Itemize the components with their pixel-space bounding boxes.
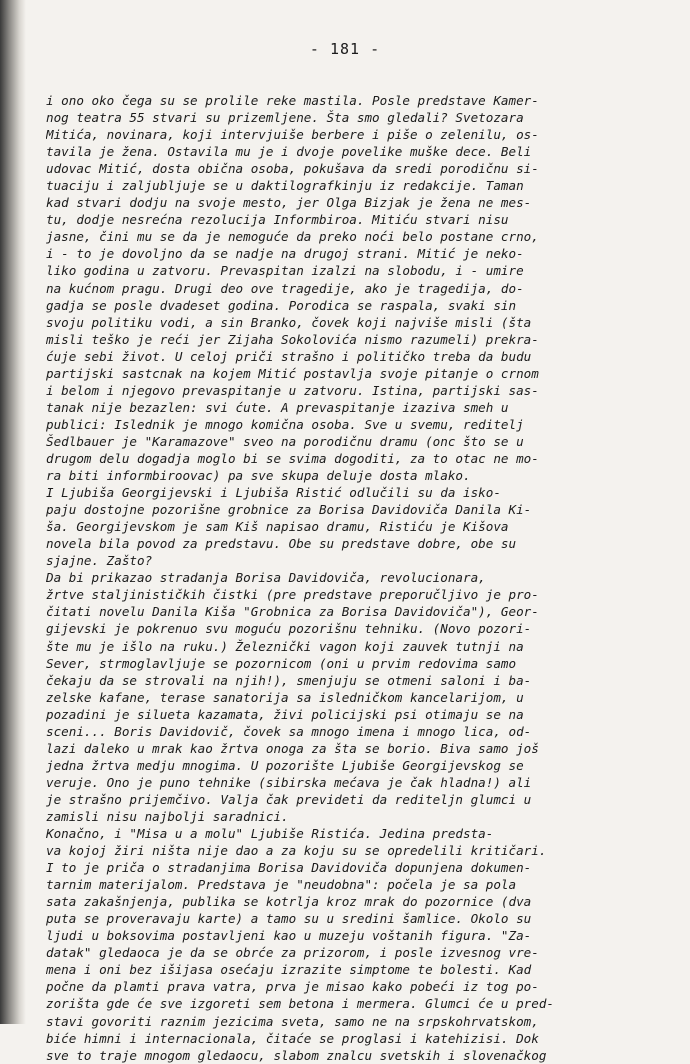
text-line: partijski sastcnak na kojem Mitić postavlja svoje pitanje o crnom [46, 365, 539, 381]
text-line: šte mu je išlo na ruku.) Železnički vagon koji zauvek tutnji na [46, 638, 524, 654]
text-line: je strašno prijemčivo. Valja čak prevideti da rediteljn glumci u [46, 791, 532, 807]
text-line: čekaju da se strovali na njih!), smenjuju se otmeni saloni i ba- [46, 672, 532, 688]
text-line: svoju politiku vodi, a sin Branko, čovek koji najviše misli (šta [46, 314, 532, 330]
text-line: publici: Islednik je mnogo komična osoba. Sve u svemu, reditelj [46, 416, 524, 432]
text-line: veruje. Ono je puno tehnike (sibirska mećava je čak hladna!) ali [46, 774, 532, 790]
text-line: zorišta gde će sve izgoreti sem betona i mermera. Glumci će u pred- [46, 996, 554, 1012]
text-line: tu, dodje nesrećna rezolucija Informbiroa. Mitiću stvari nisu [46, 212, 509, 228]
text-line: I Ljubiša Georgijevski i Ljubiša Ristić odlučili su da isko- [46, 485, 501, 501]
text-line: paju dostojne pozorišne grobnice za Borisa Davidoviča Danila Ki- [46, 502, 532, 518]
text-line: sve to traje mnogom gledaocu, slabom znalcu svetskih i slovenačkog [46, 1047, 547, 1063]
text-line: tuaciju i zaljubljuje se u daktilografkinju iz redakcije. Taman [46, 178, 524, 194]
text-line: kad stvari dodju na svoje mesto, jer Olga Bizjak je žena ne mes- [46, 195, 532, 211]
text-line: i belom i njegovo prevaspitanje u zatvoru. Istina, partijski sas- [46, 382, 539, 398]
text-line: udovac Mitić, dosta obična osoba, pokušava da sredi porodičnu si- [46, 161, 539, 177]
text-line: nog teatra 55 stvari su prizemljene. Šta smo gledali? Svetozara [46, 110, 524, 126]
text-line: Da bi prikazao stradanja Borisa Davidoviča, revolucionara, [46, 570, 486, 586]
text-line: drugom delu dogadja moglo bi se svima dogoditi, za to otac ne mo- [46, 450, 539, 466]
text-line: zelske kafane, terase sanatorija sa isledničkom kancelarijom, u [46, 689, 524, 705]
text-line: zamisli nisu najbolji saradnici. [46, 808, 289, 824]
text-line: tanak nije bezazlen: svi ćute. A prevaspitanje izaziva smeh u [46, 399, 509, 415]
page-number: - 181 - [309, 40, 381, 58]
text-line: Mitića, novinara, koji intervjuiše berbere i piše o zelenilu, os- [46, 127, 539, 143]
text-line: gijevski je pokrenuo svu moguću pozorišnu tehniku. (Novo pozori- [46, 621, 532, 637]
text-line: liko godina u zatvoru. Prevaspitan izalzi na slobodu, i - umire [46, 263, 524, 279]
text-line: I to je priča o stradanjima Borisa Davidoviča dopunjena dokumen- [46, 860, 532, 876]
text-line: va kojoj žiri ništa nije dao a za koju su se opredelili kritičari. [46, 843, 547, 859]
binding-shadow [0, 0, 26, 1024]
text-line: ljudi u boksovima postavljeni kao u muzeju voštanih figura. "Za- [46, 928, 532, 944]
text-line: počne da plamti prava vatra, prva je misao kako pobeći iz tog po- [46, 979, 539, 995]
text-line: Sever, strmoglavljuje se pozornicom (oni u prvim redovima samo [46, 655, 517, 671]
text-line: čitati novelu Danila Kiša "Grobnica za Borisa Davidoviča"), Geor- [46, 604, 539, 620]
text-line: datak" gledaoca je da se obrće za prizorom, i posle izvesnog vre- [46, 945, 539, 961]
text-line: jasne, čini mu se da je nemoguće da preko noći belo postane crno, [46, 229, 539, 245]
text-line: tarnim materijalom. Predstava je "neudobna": počela je sa pola [46, 877, 517, 893]
text-line: na kućnom pragu. Drugi deo ove tragedije, ako je tragedija, do- [46, 280, 524, 296]
text-line: stavi govoriti raznim jezicima sveta, samo ne na srpskohrvatskom, [46, 1013, 539, 1029]
text-line: ša. Georgijevskom je sam Kiš napisao dramu, Ristiću je Kišova [46, 519, 509, 535]
text-line: biće himni i internacionala, čitaće se proglasi i katehizisi. Dok [46, 1030, 539, 1046]
text-line: jedna žrtva medju mnogima. U pozorište Ljubiše Georgijevskog se [46, 757, 524, 773]
text-line: ćuje sebi život. U celoj priči strašno i političko treba da budu [46, 348, 532, 364]
text-line: sceni... Boris Davidovič, čovek sa mnogo imena i mnogo lica, od- [46, 723, 532, 739]
text-line: žrtve staljinističkih čistki (pre predstave preporučljivo je pro- [46, 587, 539, 603]
text-line: novela bila povod za predstavu. Obe su predstave dobre, obe su [46, 536, 517, 552]
body-text [46, 92, 662, 1064]
text-line: Konačno, i "Misa u a molu" Ljubiše Ristića. Jedina predsta- [46, 826, 494, 842]
text-line: sjajne. Zašto? [46, 553, 153, 569]
text-line: puta se proveravaju karte) a tamo su u sredini šamlice. Okolo su [46, 911, 532, 927]
text-line: sata zakašnjenja, publika se kotrlja kroz mrak do pozornice (dva [46, 894, 532, 910]
text-line: lazi daleko u mrak kao žrtva onoga za šta se borio. Biva samo još [46, 740, 539, 756]
text-line: misli teško je reći jer Zijaha Sokolovića nismo razumeli) prekra- [46, 331, 539, 347]
text-line: gadja se posle dvadeset godina. Porodica se raspala, svaki sin [46, 297, 517, 313]
text-line: Šedlbauer je "Karamazove" sveo na porodičnu dramu (onc što se u [46, 433, 524, 449]
text-line: tavila je žena. Ostavila mu je i dvoje povelike muške dece. Beli [46, 144, 532, 160]
text-line: i - to je dovoljno da se nadje na drugoj strani. Mitić je neko- [46, 246, 524, 262]
text-line: pozadini je silueta kazamata, živi policijski psi otimaju se na [46, 706, 524, 722]
text-line: i ono oko čega su se prolile reke mastila. Posle predstave Kamer- [46, 93, 539, 108]
text-line: mena i oni bez išijasa osećaju izrazite simptome te bolesti. Kad [46, 962, 532, 978]
text-line: ra biti informbiroovac) pa sve skupa deluje dosta mlako. [46, 468, 471, 484]
